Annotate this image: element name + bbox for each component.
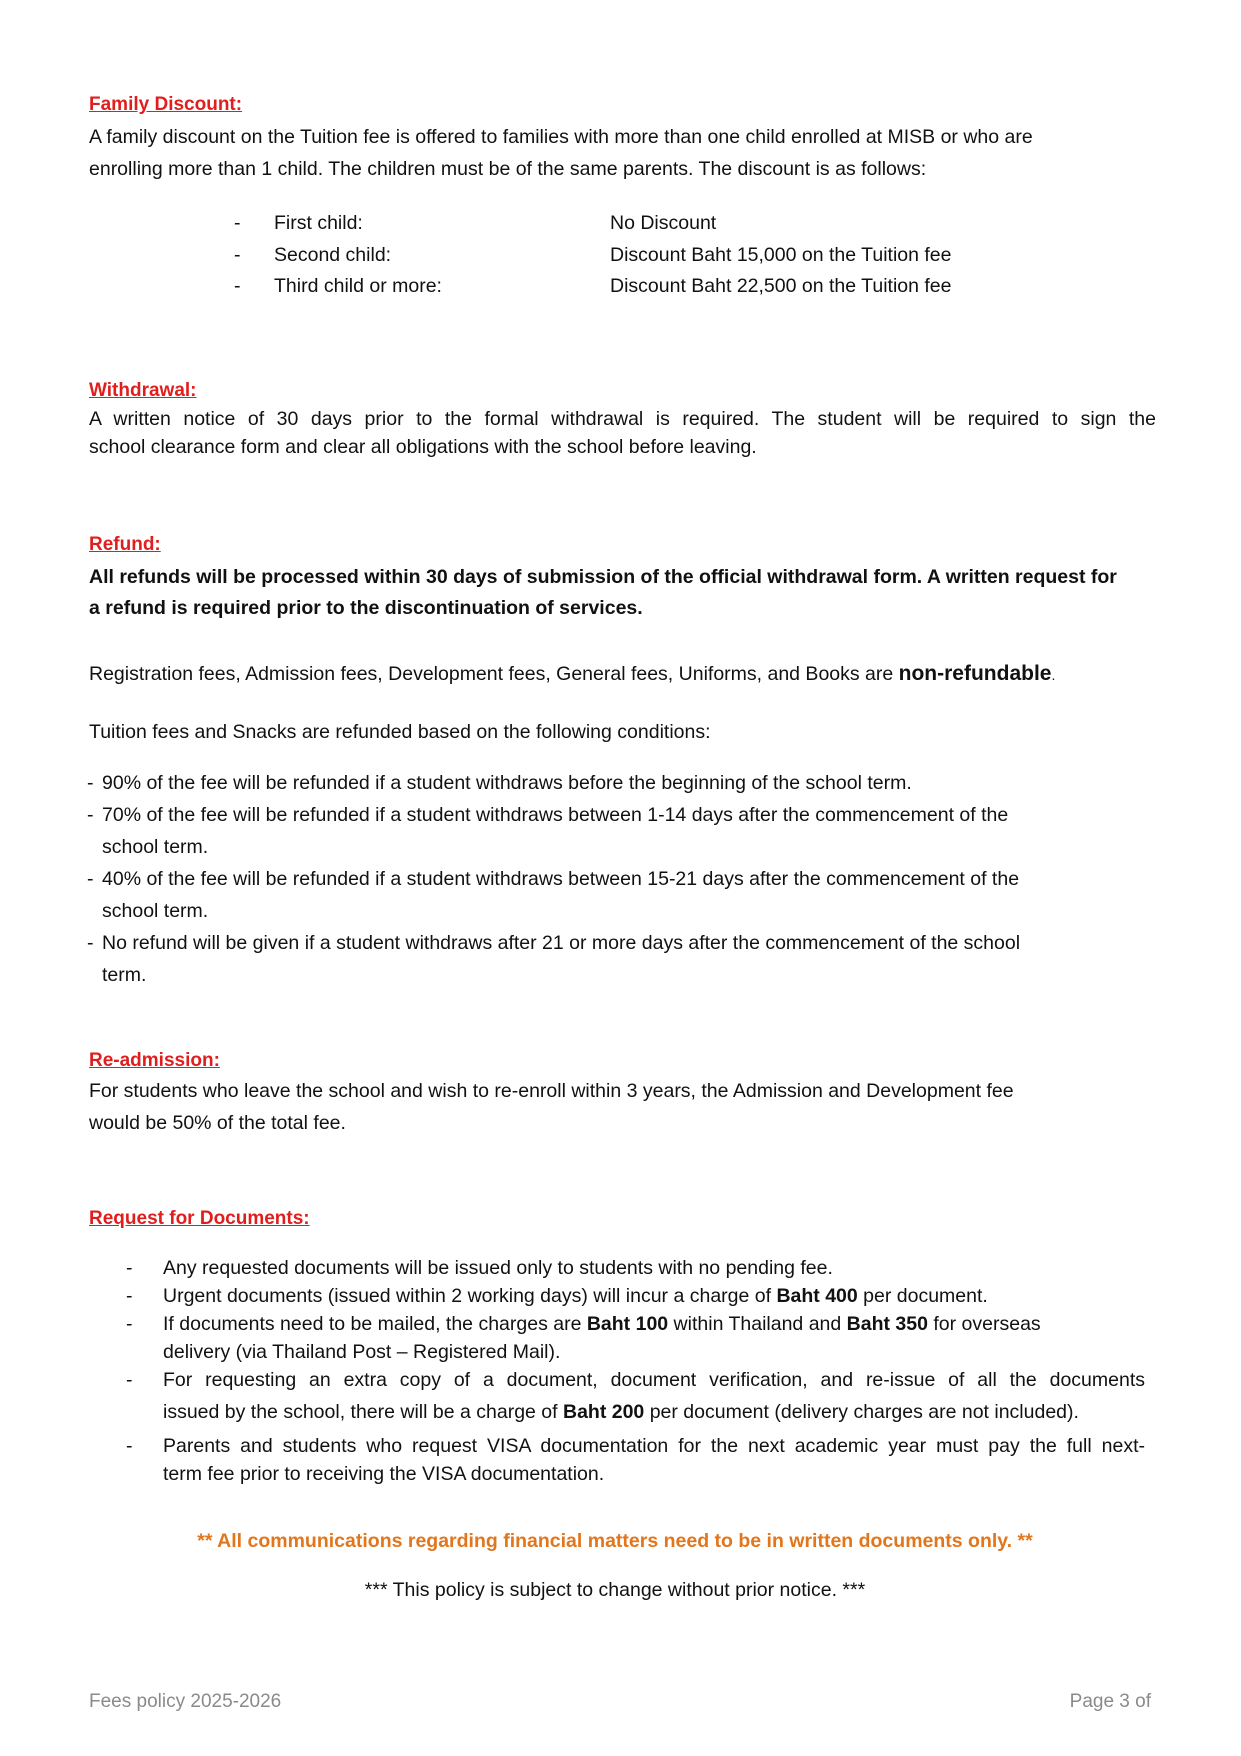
documents-item-pending-fee: Any requested documents will be issued only to students with no pending fee. [163, 1257, 833, 1279]
withdrawal-line-2: school clearance form and clear all obligations with the school before leaving. [89, 436, 757, 458]
documents-heading: Request for Documents: [89, 1208, 310, 1229]
non-refundable-emphasis: non-refundable [898, 662, 1052, 685]
extra-copy-text-end: per document (delivery charges are not included). [644, 1401, 1079, 1423]
family-row-dash: - [234, 212, 241, 234]
refund-conditions-intro: Tuition fees and Snacks are refunded based on the following conditions: [89, 721, 711, 743]
refund-item-continued: school term. [102, 900, 209, 922]
documents-item-extra-copy: For requesting an extra copy of a document, document verification, and re-issue of all the documents [163, 1369, 1145, 1391]
refund-item: 90% of the fee will be refunded if a student withdraws before the beginning of the school term. [102, 772, 912, 794]
refund-heading: Refund: [89, 534, 161, 555]
refund-item: 40% of the fee will be refunded if a student withdraws between 15-21 days after the commencement of the [102, 868, 1020, 890]
documents-item-dash: - [126, 1435, 133, 1457]
refund-item-dash: - [87, 804, 94, 826]
non-refundable-text: Registration fees, Admission fees, Development fees, General fees, Uniforms, and Books are [89, 663, 899, 685]
extra-copy-text: issued by the school, there will be a charge of [163, 1401, 563, 1423]
family-discount-line-1: A family discount on the Tuition fee is offered to families with more than one child enrolled at MISB or who are [89, 126, 1033, 148]
family-discount-heading: Family Discount: [89, 94, 243, 115]
readmission-heading: Re-admission: [89, 1050, 220, 1071]
urgent-text-end: per document. [857, 1285, 988, 1307]
refund-item-continued: term. [102, 964, 147, 986]
refund-item: No refund will be given if a student withdraws after 21 or more days after the commencement of the school [102, 932, 1021, 954]
mailing-charge-overseas: Baht 350 [846, 1313, 928, 1335]
documents-item-dash: - [126, 1369, 133, 1391]
documents-item-mailing-continued: delivery (via Thailand Post – Registered Mail). [163, 1341, 561, 1363]
family-row-label: Third child or more: [274, 275, 442, 297]
documents-item-mailing [163, 1310, 1041, 1338]
family-row-label: Second child: [274, 244, 392, 266]
family-discount-line-2: enrolling more than 1 child. The children must be of the same parents. The discount is as follows: [89, 158, 927, 180]
refund-bold-line-2: a refund is required prior to the discontinuation of services. [89, 597, 643, 619]
readmission-line-1: For students who leave the school and wish to re-enroll within 3 years, the Admission and Development fee [89, 1080, 1014, 1102]
withdrawal-line-1: A written notice of 30 days prior to the formal withdrawal is required. The student will be required to sign the [89, 408, 1156, 430]
policy-change-note: *** This policy is subject to change without prior notice. *** [364, 1579, 866, 1601]
mailing-text-end: for overseas [927, 1313, 1041, 1335]
refund-bold-line-1: All refunds will be processed within 30 days of submission of the official withdrawal form. A written request for [89, 566, 1117, 588]
documents-item-dash: - [126, 1285, 133, 1307]
documents-item-dash: - [126, 1257, 133, 1279]
non-refundable-line [89, 658, 1055, 691]
urgent-text: Urgent documents (issued within 2 working days) will incur a charge of [163, 1285, 777, 1307]
mailing-charge-local: Baht 100 [586, 1313, 669, 1335]
family-row-dash: - [234, 275, 241, 297]
refund-item-dash: - [87, 772, 94, 794]
urgent-charge: Baht 400 [776, 1285, 858, 1307]
extra-copy-charge: Baht 200 [562, 1401, 645, 1423]
mailing-text-mid: within Thailand and [668, 1313, 847, 1335]
refund-item-dash: - [87, 932, 94, 954]
financial-communications-note: ** All communications regarding financial matters need to be in written documents only. ** [197, 1530, 1033, 1552]
refund-item-continued: school term. [102, 836, 209, 858]
withdrawal-heading: Withdrawal: [89, 380, 197, 401]
family-row-dash: - [234, 244, 241, 266]
documents-item-visa-continued: term fee prior to receiving the VISA documentation. [163, 1463, 605, 1485]
readmission-line-2: would be 50% of the total fee. [89, 1112, 346, 1134]
footer-document-title: Fees policy 2025-2026 [89, 1691, 282, 1712]
non-refundable-period: . [1051, 667, 1056, 683]
family-row-label: First child: [274, 212, 363, 234]
footer-page-number: Page 3 of [1069, 1691, 1151, 1712]
refund-item: 70% of the fee will be refunded if a student withdraws between 1-14 days after the commencement of the [102, 804, 1009, 826]
family-row-value: Discount Baht 22,500 on the Tuition fee [610, 275, 952, 297]
documents-item-urgent [163, 1282, 988, 1310]
refund-item-dash: - [87, 868, 94, 890]
mailing-text: If documents need to be mailed, the charges are [163, 1313, 587, 1335]
family-row-value: No Discount [610, 212, 717, 234]
documents-item-extra-copy-continued [163, 1396, 1079, 1428]
documents-item-visa: Parents and students who request VISA documentation for the next academic year must pay the full next- [163, 1435, 1145, 1457]
documents-item-dash: - [126, 1313, 133, 1335]
family-row-value: Discount Baht 15,000 on the Tuition fee [610, 244, 952, 266]
